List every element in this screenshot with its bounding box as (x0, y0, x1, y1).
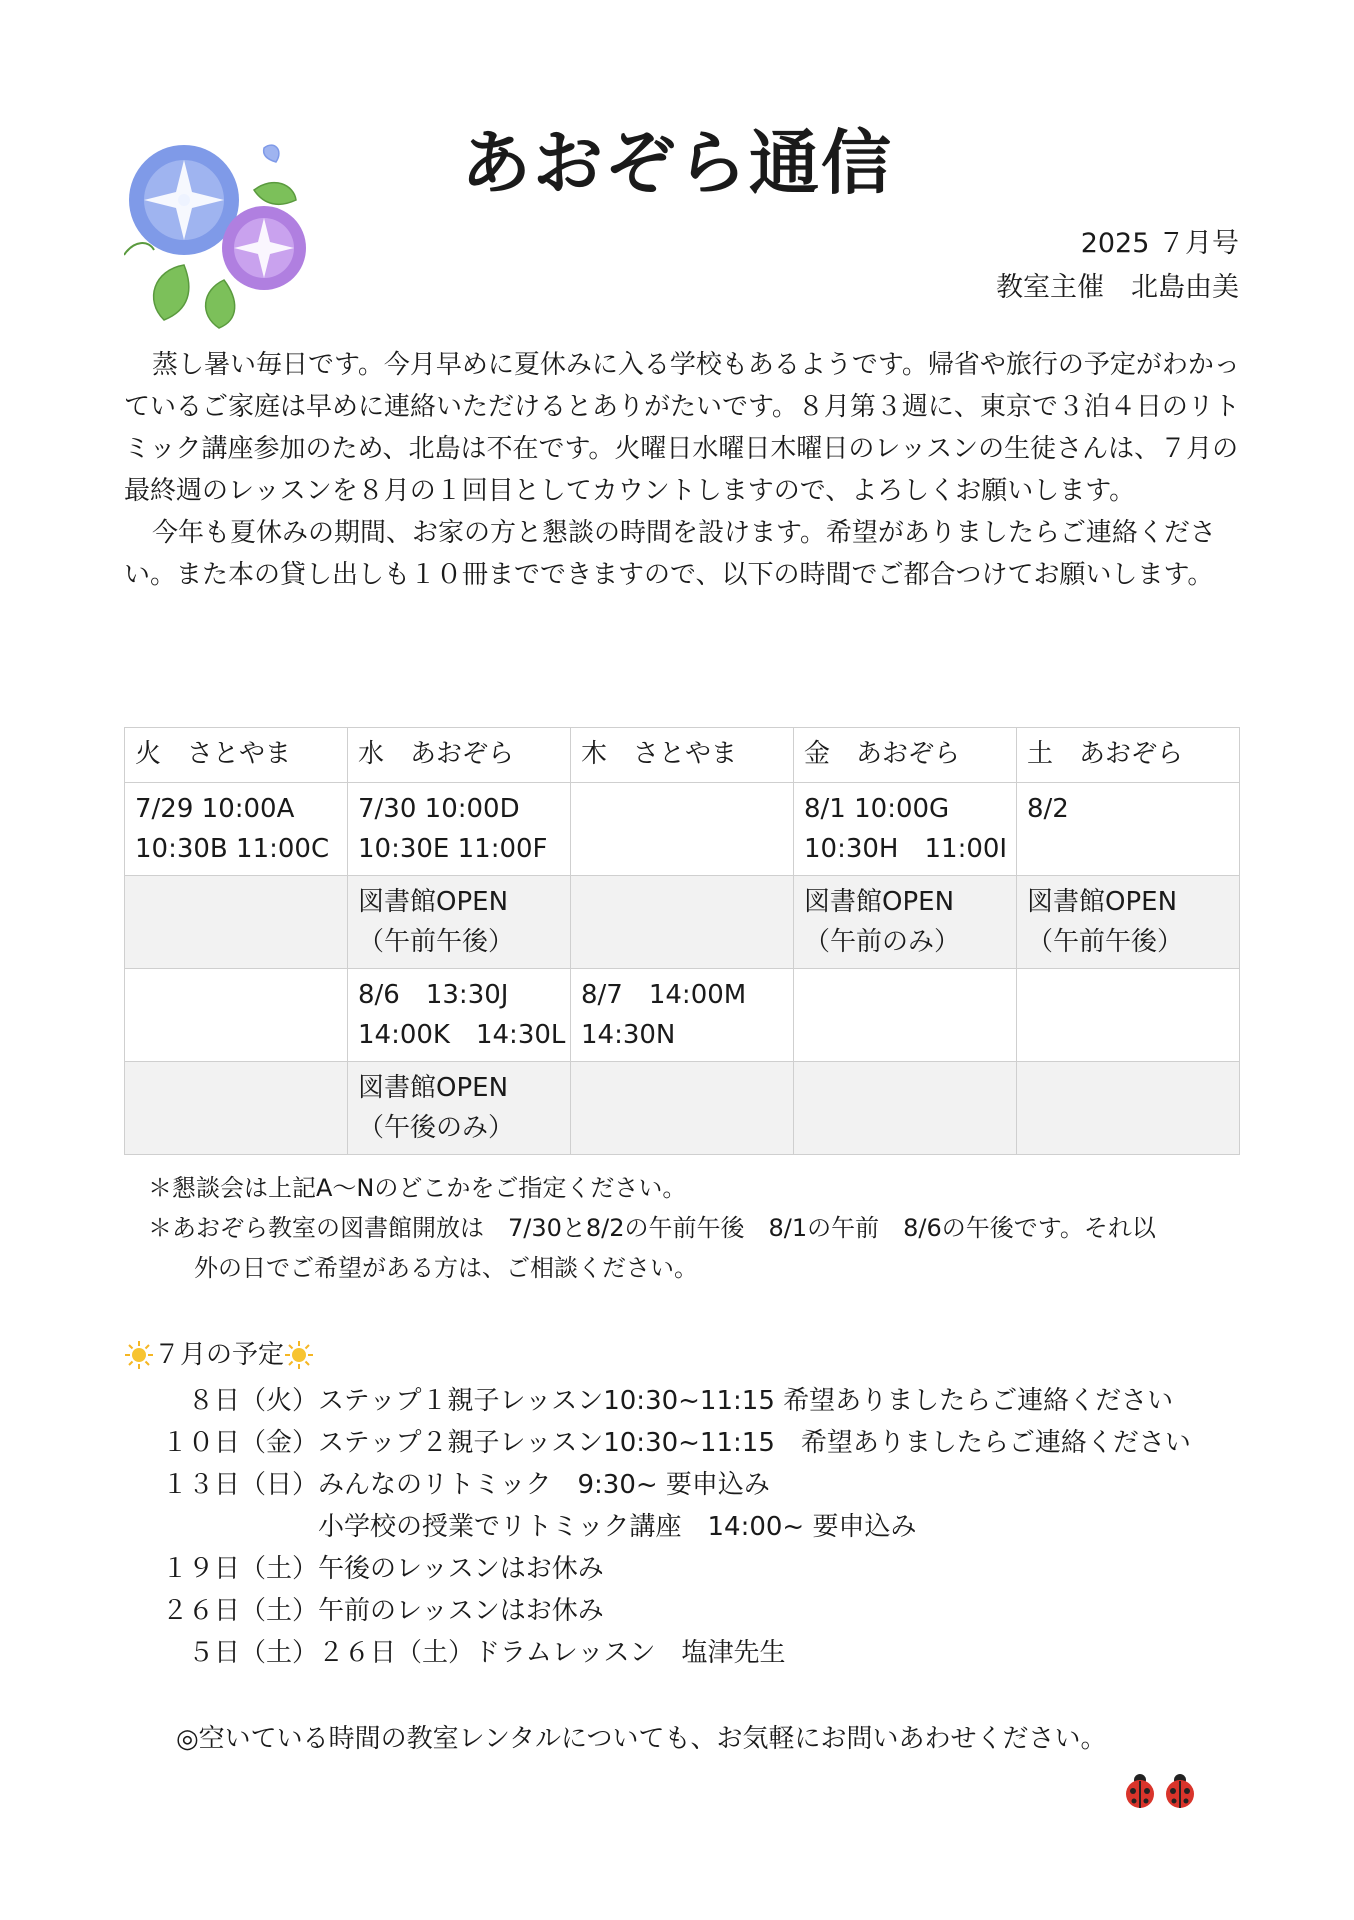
table-cell (348, 876, 571, 969)
table-cell (1017, 876, 1240, 969)
table-cell (125, 1062, 348, 1155)
event-text: 小学校の授業でリトミック講座 14:00~ 要申込み (318, 1512, 917, 1542)
cell-line: （午後のみ） (358, 1113, 515, 1143)
column-header: 水 あおぞら (348, 728, 571, 783)
table-cell (348, 969, 571, 1062)
event-text: みんなのリトミック 9:30~ 要申込み (318, 1470, 770, 1500)
table-cell (571, 1062, 794, 1155)
table-header-row (125, 728, 1240, 783)
table-row (125, 1062, 1240, 1155)
event-text: 午前のレッスンはお休み (318, 1596, 604, 1626)
list-item (124, 1590, 1191, 1632)
sun-icon (124, 1340, 154, 1370)
table-cell (1017, 783, 1240, 876)
newsletter-title: あおぞら通信 (461, 122, 893, 204)
list-item (124, 1548, 1191, 1590)
list-item (124, 1422, 1191, 1464)
column-header: 木 さとやま (571, 728, 794, 783)
list-item (124, 1506, 1191, 1548)
newsletter-meta (996, 222, 1239, 310)
host-name: 教室主催 北島由美 (996, 272, 1239, 303)
table-cell (348, 1062, 571, 1155)
event-date: １０日（金） (161, 1428, 318, 1458)
column-header: 土 あおぞら (1017, 728, 1240, 783)
sun-icon (284, 1340, 314, 1370)
list-item (124, 1380, 1191, 1422)
table-cell (1017, 969, 1240, 1062)
table-cell (794, 969, 1017, 1062)
event-date (124, 1506, 318, 1548)
cell-line: 図書館OPEN (358, 887, 509, 917)
table-cell (571, 876, 794, 969)
rental-note: ◎空いている時間の教室レンタルについても、お気軽にお問いあわせください。 (176, 1724, 1107, 1754)
cell-line: 8/2 (1027, 794, 1069, 824)
note-item (124, 1208, 1254, 1288)
event-date: ８日（火） (187, 1386, 318, 1416)
cell-line: （午前午後） (358, 927, 515, 957)
cell-line: 8/1 10:00G (804, 794, 950, 824)
event-text: 午後のレッスンはお休み (318, 1554, 604, 1584)
events-section (124, 1334, 1191, 1674)
intro-paragraph: 今年も夏休みの期間、お家の方と懇談の時間を設けます。希望がありましたらご連絡ください。また本の貸し出しも１０冊までできますので、以下の時間でご都合つけてお願いします。 (124, 518, 1216, 590)
ladybug-icon (1122, 1770, 1202, 1810)
table-cell (794, 1062, 1017, 1155)
note-item: ＊懇談会は上記A〜Nのどこかをご指定ください。 (148, 1174, 687, 1202)
table-cell (125, 783, 348, 876)
cell-line: 7/29 10:00A (135, 794, 295, 824)
event-date: １３日（日） (161, 1470, 318, 1500)
list-item (124, 1464, 1191, 1506)
event-text: ステップ２親子レッスン10:30~11:15 希望ありましたらご連絡ください (318, 1428, 1191, 1458)
cell-line: 図書館OPEN (804, 887, 955, 917)
cell-line: （午前午後） (1027, 927, 1184, 957)
cell-line: 10:30B 11:00C (135, 834, 330, 864)
table-cell (571, 783, 794, 876)
event-date: ２６日（土） (161, 1596, 318, 1626)
cell-line: 7/30 10:00D (358, 794, 520, 824)
table-cell (571, 969, 794, 1062)
event-text: ２６日（土）ドラムレッスン 塩津先生 (318, 1638, 786, 1668)
table-cell (348, 783, 571, 876)
cell-line: 10:30E 11:00F (358, 834, 548, 864)
event-date: １９日（土） (161, 1554, 318, 1584)
event-text: ステップ１親子レッスン10:30~11:15 希望ありましたらご連絡ください (318, 1386, 1174, 1416)
note-line: ＊あおぞら教室の図書館開放は 7/30と8/2の午前午後 8/1の午前 8/6の午後です。それ以 (148, 1214, 1156, 1242)
event-date: ５日（土） (187, 1638, 318, 1668)
issue-date: 2025 ７月号 (1080, 228, 1239, 259)
cell-line: 図書館OPEN (358, 1073, 509, 1103)
table-cell (1017, 1062, 1240, 1155)
table-row (125, 969, 1240, 1062)
table-cell (125, 876, 348, 969)
events-list (124, 1380, 1191, 1674)
schedule-table (124, 727, 1240, 1155)
table-row (125, 783, 1240, 876)
column-header: 火 さとやま (125, 728, 348, 783)
cell-line: 14:00K 14:30L (358, 1020, 566, 1050)
cell-line: 8/6 13:30J (358, 980, 509, 1010)
notes (124, 1168, 1254, 1288)
intro-text (124, 344, 1240, 596)
intro-paragraph: 蒸し暑い毎日です。今月早めに夏休みに入る学校もあるようです。帰省や旅行の予定がわかっているご家庭は早めに連絡いただけるとありがたいです。８月第３週に、東京で３泊４日のリトミック講座参加のため、北島は不在です。火曜日水曜日木曜日のレッスンの生徒さんは、７月の最終週のレッスンを８月の１回目としてカウントしますので、よろしくお願いします。 (124, 350, 1240, 506)
table-cell (125, 969, 348, 1062)
cell-line: 14:30N (581, 1020, 676, 1050)
note-line: 外の日でご希望がある方は、ご相談ください。 (194, 1254, 698, 1282)
list-item (124, 1632, 1191, 1674)
cell-line: 10:30H 11:00I (804, 834, 1008, 864)
table-row (125, 876, 1240, 969)
table-cell (794, 783, 1017, 876)
table-cell (794, 876, 1017, 969)
events-title: ７月の予定 (154, 1340, 285, 1370)
column-header: 金 あおぞら (794, 728, 1017, 783)
events-heading (124, 1334, 1191, 1376)
cell-line: （午前のみ） (804, 927, 961, 957)
cell-line: 8/7 14:00M (581, 980, 747, 1010)
cell-line: 図書館OPEN (1027, 887, 1178, 917)
